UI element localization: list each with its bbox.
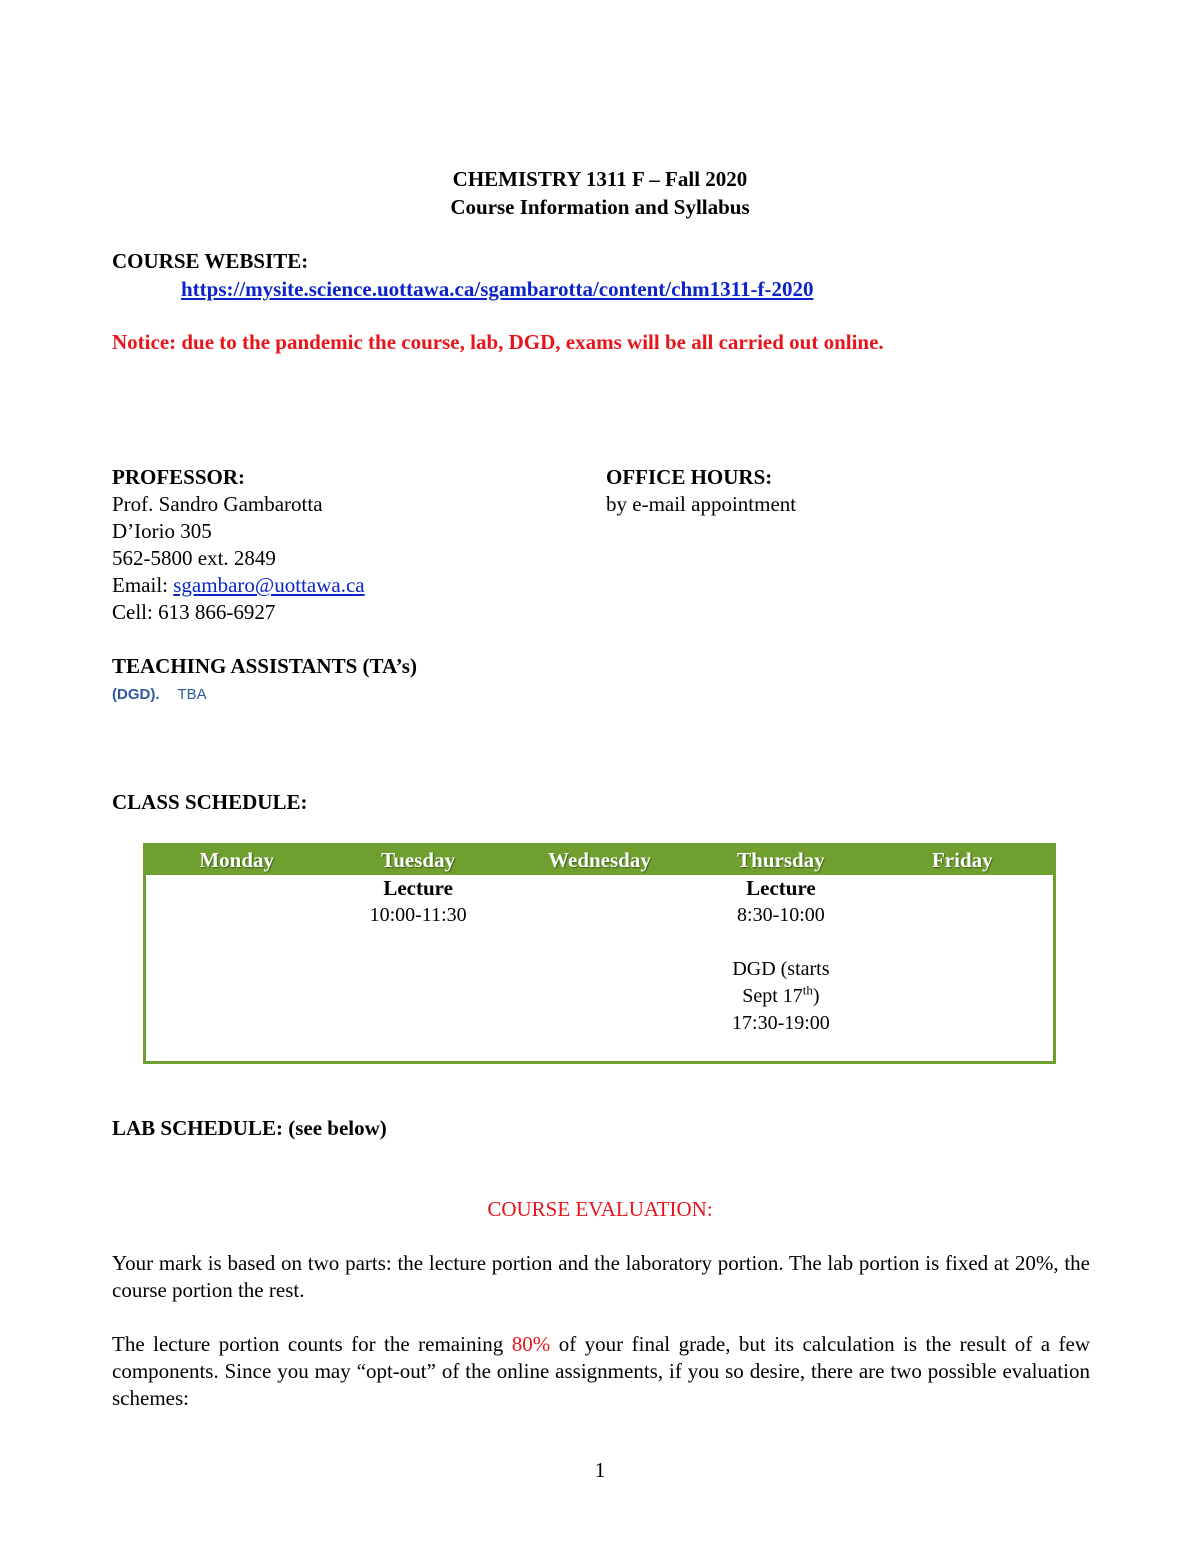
schedule-header-row <box>146 846 1053 875</box>
professor-office: D’Iorio 305 <box>112 519 212 543</box>
lab-schedule-line <box>112 1115 387 1142</box>
class-schedule-heading: CLASS SCHEDULE: <box>112 790 308 814</box>
dgd-date: Sept 17 <box>742 985 803 1007</box>
office-hours-text: by e-mail appointment <box>606 492 797 516</box>
page-number: 1 <box>594 1458 606 1482</box>
class-schedule-table <box>143 843 1056 1064</box>
lecture-percent: 80% <box>511 1332 551 1356</box>
cell-tuesday <box>327 875 508 1037</box>
dgd-date-suffix: th <box>802 982 813 998</box>
professor-heading: PROFESSOR: <box>112 465 246 489</box>
lab-schedule-heading: LAB SCHEDULE: <box>112 1116 283 1140</box>
evaluation-paragraph-1: Your mark is based on two parts: the lecture portion and the laboratory portion. The lab portion is fixed at 20%, the course portion the rest. <box>112 1251 1090 1302</box>
day-thursday: Thursday <box>737 848 825 872</box>
para2-text-a: The lecture portion counts for the remaining <box>112 1332 512 1356</box>
pandemic-notice: Notice: due to the pandemic the course, lab, DGD, exams will be all carried out online. <box>112 330 884 354</box>
tuesday-lecture-label: Lecture <box>383 876 453 900</box>
thursday-dgd-time: 17:30-19:00 <box>732 1012 830 1034</box>
course-title: CHEMISTRY 1311 F – Fall 2020 <box>452 167 748 191</box>
evaluation-paragraph-2 <box>112 1331 1090 1412</box>
office-hours-heading: OFFICE HOURS: <box>606 465 773 489</box>
dgd-close-paren: ) <box>812 985 820 1007</box>
professor-phone: 562-5800 ext. 2849 <box>112 546 276 570</box>
thursday-lecture-label: Lecture <box>746 876 816 900</box>
professor-email-line <box>112 572 365 599</box>
day-wednesday: Wednesday <box>548 848 651 872</box>
professor-name: Prof. Sandro Gambarotta <box>112 492 323 516</box>
thursday-dgd-line2 <box>690 983 871 1010</box>
course-subtitle: Course Information and Syllabus <box>450 195 750 219</box>
email-label: Email: <box>112 573 174 597</box>
professor-cell: Cell: 613 866-6927 <box>112 600 276 624</box>
ta-group: (DGD). <box>112 686 160 703</box>
website-label: COURSE WEBSITE: <box>112 249 309 273</box>
schedule-body-row <box>146 875 1053 1037</box>
tuesday-lecture-time: 10:00-11:30 <box>369 904 467 926</box>
ta-names: TBA <box>177 686 207 703</box>
cell-wednesday <box>509 875 690 1037</box>
professor-email-link[interactable]: sgambaro@uottawa.ca <box>173 573 365 597</box>
thursday-dgd-line1: DGD (starts <box>732 958 830 980</box>
ta-line <box>112 686 207 703</box>
day-tuesday: Tuesday <box>381 848 456 872</box>
day-monday: Monday <box>199 848 275 872</box>
para2-text-b: of your final grade, but its calculation is the result of a few components. Since you may “opt-out” of the online assignments, if you so desire, there are two possible evaluation schemes: <box>112 1332 1090 1410</box>
course-website-link[interactable]: https://mysite.science.uottawa.ca/sgambarotta/content/chm1311-f-2020 <box>181 277 814 301</box>
ta-heading: TEACHING ASSISTANTS (TA’s) <box>112 654 417 678</box>
lab-schedule-note: (see below) <box>288 1116 387 1140</box>
cell-monday <box>146 875 327 1037</box>
cell-thursday <box>690 875 871 1037</box>
day-friday: Friday <box>931 848 993 872</box>
thursday-lecture-time: 8:30-10:00 <box>737 904 825 926</box>
cell-friday <box>872 875 1053 1037</box>
course-evaluation-heading: COURSE EVALUATION: <box>487 1197 713 1221</box>
